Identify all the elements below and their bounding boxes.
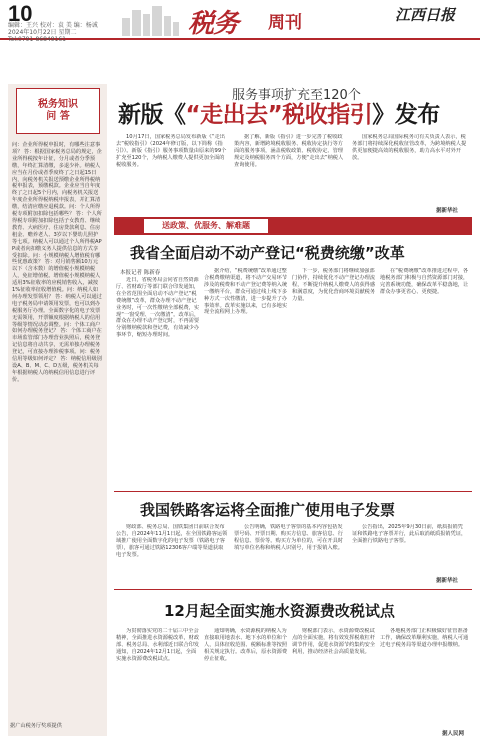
article3-column-1: 财政部、税务总局、国铁集团日前联合发布公告，自2024年11月1日起，在全国铁路客运领域推广使用全面数字化的电子发票（铁路电子客票），旅客可通过铁路12306客户端等渠道获取电子发票。 [116, 524, 228, 558]
article2-column-3: 下一步，税务部门将继续加强部门协作，持续优化不动产登记办理流程，不断提升纳税人缴费人的获得感和满意度，为优化营商环境贡献税务力量。 [292, 268, 376, 302]
masthead-info-line: 编辑：王兴 校对：袁 美 编：杨诚 [8, 22, 98, 29]
sidebar-header [16, 88, 100, 134]
article1-kicker: 服务事项扩充至120个 [232, 88, 361, 103]
section-band-tab: 送政策、优服务、解难题 [144, 219, 268, 233]
brand-suffix: 周刊 [268, 13, 302, 33]
sidebar-qa [8, 84, 107, 736]
article1-headline [118, 96, 470, 129]
article1-source: 据新华社 [436, 208, 459, 214]
article4-source: 据人民网 [442, 731, 465, 737]
article1-column-3: 国家税务总局国际税务司有关负责人表示，税务部门将持续深化税收征管改革，为跨境纳税人提供更加便捷高效的税收服务，助力高水平对外开放。 [352, 134, 467, 161]
sidebar-body-text: 问：企业所得税申报时，有哪些注意事项？ 答：根据国家税务总局的规定，企业所得税按年计征，分月或者分季预缴，年终汇算清缴，多退少补。纳税人应当在月份或者季度终了之日起15日内，向税务机关报送预缴企业所得税纳税申报表，预缴税款。企业应当自年度终了之日起5个月内，向税务机关报送年度企业所得税纳税申报表，并汇算清缴，结清应缴应退税款。问：个人所得税专项附加扣除包括哪些？ 答：个人所得税专项附加扣除包括子女教育、继续教育、大病医疗、住房贷款利息、住房租金、赡养老人、3岁以下婴幼儿照护等七项。纳税人可以通过个人所得税APP或者向扣缴义务人提供信息的方式享受扣除。问：小规模纳税人增值税有哪些优惠政策？ 答：对月销售额10万元以下（含本数）的增值税小规模纳税人，免征增值税。增值税小规模纳税人适用3%征收率的应税销售收入，减按1%征收率征收增值税。问：纳税人如何办理发票领用？ 答：纳税人可以通过电子税务局申请领用发票，也可以到办税服务厅办理。全面数字化的电子发票无需领用，开票额度根据纳税人的信用等级等情况动态调整。问：个体工商户如何办理税务登记？ 答：个体工商户在市场监管部门办理营业执照后，税务登记信息将自动共享，无需单独办理税务登记，可直接办理涉税事项。问：税务信用等级如何评定？ 答：纳税信用级别设A、B、M、C、D五级，税务机关每年根据纳税人的纳税信用信息进行评价。 [12, 142, 102, 383]
article1-column-2: 据了解，新版《指引》进一步完善了税收政策内容，新增跨境税收服务、税收协定执行等方面的服务事项，涵盖税收政策、税收协定、管理规定及纳税服务四个方面，方便“走出去”纳税人查询使用。 [234, 134, 344, 168]
article2-column-2: 据介绍，“税费统缴”改革通过整合税费缴纳渠道，将不动产交易环节涉及的税费和不动产登记费等纳入统一缴纳平台，群众可通过线上线下多种方式一次性缴清，进一步提升了办事效率。改革实施以来，已有多地实现全流程网上办理。 [204, 268, 288, 316]
sidebar-footnote: 据广山税务厅奖项提供 [10, 723, 62, 729]
article4-column-4: 各地税务部门正积极做好征管准备工作，确保改革顺利实施，纳税人可通过电子税务局等渠道办理申报缴纳。 [380, 628, 469, 648]
article4-headline: 12月起全面实施水资源费改税试点 [164, 602, 395, 620]
article1-headline-pre: 新版《 [118, 102, 186, 128]
sidebar-header-line2: 问 答 [46, 111, 70, 122]
article4-column-3: 财税部门表示，水资源费改税试点的全面实施，将有效发挥税收杠杆调节作用，促进水资源节约集约安全利用，推动经济社会高质量发展。 [292, 628, 376, 655]
article1-column-1: 10月17日，国家税务总局发布新版《“走出去”税收指引》（2024年修订版，以下简称《指引》）。新版《指引》服务事项数量由原来的99个扩充至120个，为纳税人缴费人提供更加全面的税收服务。 [116, 134, 227, 168]
masthead-info-line: 2024年10月22日 星期二 [8, 29, 77, 36]
masthead-info-line: Tel:0791-86849161 [8, 36, 66, 43]
article3-headline: 我国铁路客运将全面推广使用电子发票 [140, 501, 396, 519]
article4-column-1: 为贯彻落实党的二十届三中全会精神，全面推进水资源税改革，财政部、税务总局、水利部近日联合印发通知，自2024年12月1日起，全面实施水资源费改税试点。 [116, 628, 200, 662]
newspaper-name: 江西日报 [395, 6, 456, 24]
divider [114, 589, 472, 590]
article2-byline: 本报记者 陈新春 [120, 270, 161, 276]
article3-column-2: 公告明确，铁路电子客票的基本内容包括发票号码、开票日期、购买方信息、旅客信息、行程信息、票价等。购买方为单位的，可在开具时填写单位名称和纳税人识别号，用于报销入账。 [234, 524, 343, 551]
section-band [114, 217, 472, 235]
article4-column-2: 通知明确，水资源税的纳税人为直接取用地表水、地下水的单位和个人，具体征收范围、税额标准等按照相关规定执行。改革后，原水资源费停止征收。 [204, 628, 288, 662]
masthead [0, 0, 480, 43]
divider [114, 491, 472, 492]
skyline-illustration [120, 4, 180, 36]
page-number: 10 [8, 1, 33, 26]
article3-column-3: 公告指出，2025年9月30日前，纸质报销凭证和铁路电子客票并行，此后取消纸质报销凭证，全面推行铁路电子客票。 [352, 524, 467, 544]
sidebar-header-line1: 税务知识 [38, 99, 78, 110]
article1-headline-red: “走出去”税收指引 [185, 102, 373, 128]
masthead-info [8, 22, 118, 43]
article2-headline: 我省全面启动不动产登记“税费统缴”改革 [130, 244, 405, 262]
article1-headline-post: 》发布 [372, 102, 440, 128]
article3-source: 据新华社 [436, 578, 459, 584]
brand-script-logo: 税务 [188, 9, 239, 39]
article2-column-1: 近日，省税务局会同省自然资源厅、省财政厅等部门联合印发通知，在全省范围全面启动不动产登记“税费统缴”改革，群众办理不动产登记业务时，可一次性缴纳全部税费，实现“一窗受理、一次缴清”。改革后，群众在办理不动产登记时，不再需要分别缴纳税款和登记费，有效减少办事环节，缩短办理时间。 [116, 277, 200, 339]
article2-column-4: 在“税费统缴”改革推进过程中，各地税务部门积极与自然资源部门对接，完善系统功能，确保改革平稳落地，让群众办事更省心、更便捷。 [380, 268, 469, 295]
